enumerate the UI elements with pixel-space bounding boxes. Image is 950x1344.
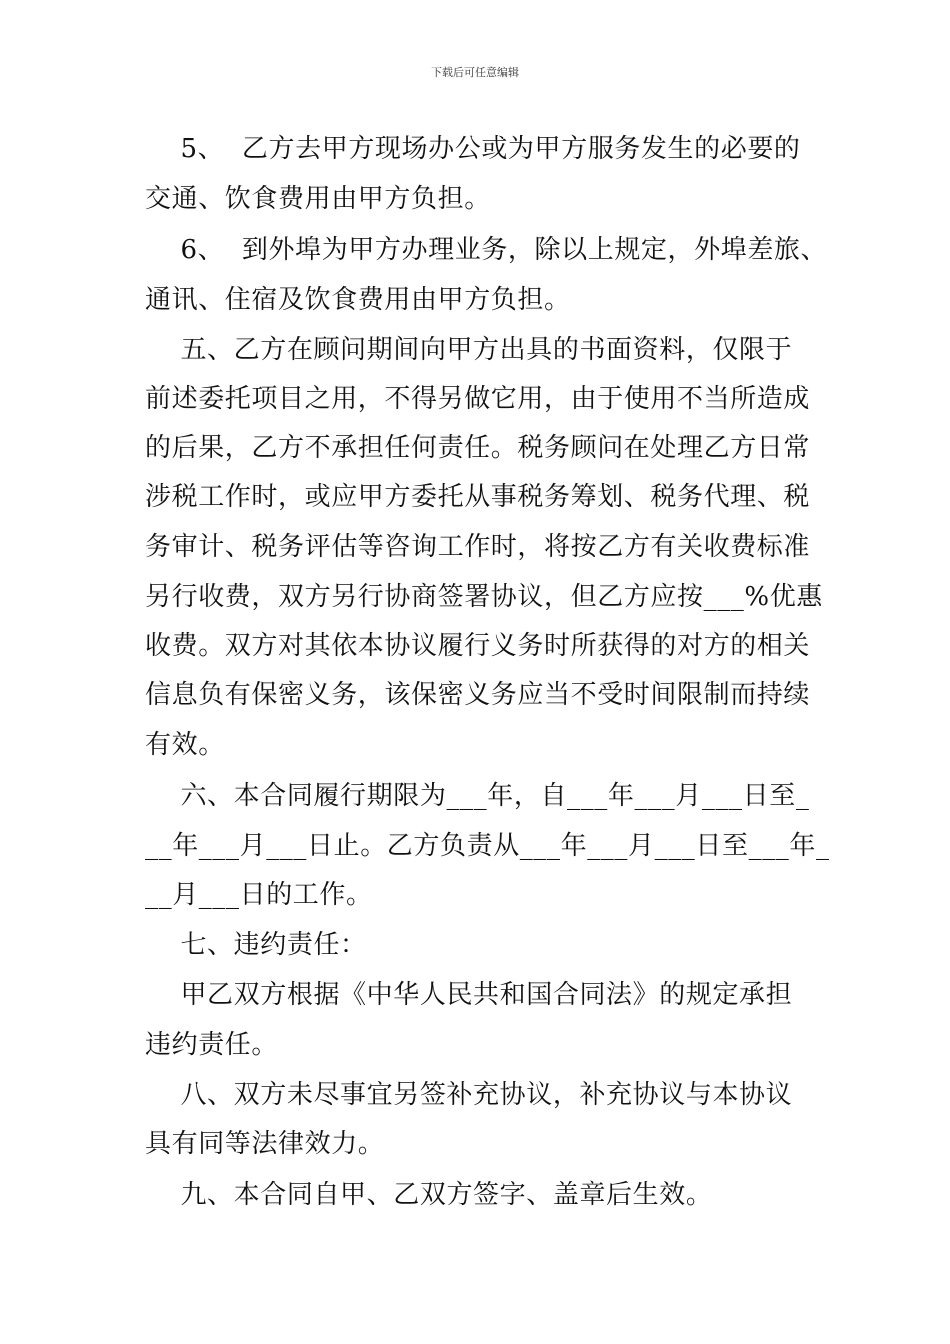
- paragraph-line: 八、双方未尽事宜另签补充协议，补充协议与本协议: [145, 1080, 793, 1110]
- paragraph-line: 有效。: [145, 730, 225, 760]
- paragraph-line: 具有同等法律效力。: [145, 1129, 385, 1159]
- paragraph-line: 九、本合同自甲、乙双方签字、盖章后生效。: [145, 1180, 713, 1210]
- paragraph-line: 5、 乙方去甲方现场办公或为甲方服务发生的必要的: [145, 134, 801, 164]
- paragraph-line: 务审计、税务评估等咨询工作时，将按乙方有关收费标准: [145, 532, 811, 562]
- paragraph-line: 收费。双方对其依本协议履行义务时所获得的对方的相关: [145, 631, 811, 661]
- paragraph-line: 违约责任。: [145, 1030, 279, 1060]
- paragraph-line: 涉税工作时，或应甲方委托从事税务筹划、税务代理、税: [145, 482, 811, 512]
- paragraph-line: 另行收费，双方另行协商签署协议，但乙方应按___%优惠: [145, 582, 823, 612]
- paragraph-line: 五、乙方在顾问期间向甲方出具的书面资料，仅限于: [145, 335, 793, 365]
- paragraph-line: 信息负有保密义务，该保密义务应当不受时间限制而持续: [145, 680, 811, 710]
- paragraph-line: 七、违约责任：: [145, 930, 367, 960]
- page-header: 下载后可任意编辑: [431, 66, 519, 79]
- paragraph-line: 的后果，乙方不承担任何责任。税务顾问在处理乙方日常: [145, 433, 811, 463]
- paragraph-line: 甲乙双方根据《中华人民共和国合同法》的规定承担: [145, 980, 793, 1010]
- paragraph-line: __月___日的工作。: [145, 880, 373, 910]
- paragraph-line: 交通、饮食费用由甲方负担。: [145, 184, 491, 214]
- paragraph-line: 前述委托项目之用，不得另做它用，由于使用不当所造成: [145, 384, 811, 414]
- paragraph-line: 通讯、住宿及饮食费用由甲方负担。: [145, 285, 571, 315]
- paragraph-line: 6、 到外埠为甲方办理业务，除以上规定，外埠差旅、: [145, 235, 828, 265]
- paragraph-line: __年___月___日止。乙方负责从___年___月___日至___年_: [145, 831, 830, 861]
- paragraph-line: 六、本合同履行期限为___年，自___年___月___日至_: [145, 781, 810, 811]
